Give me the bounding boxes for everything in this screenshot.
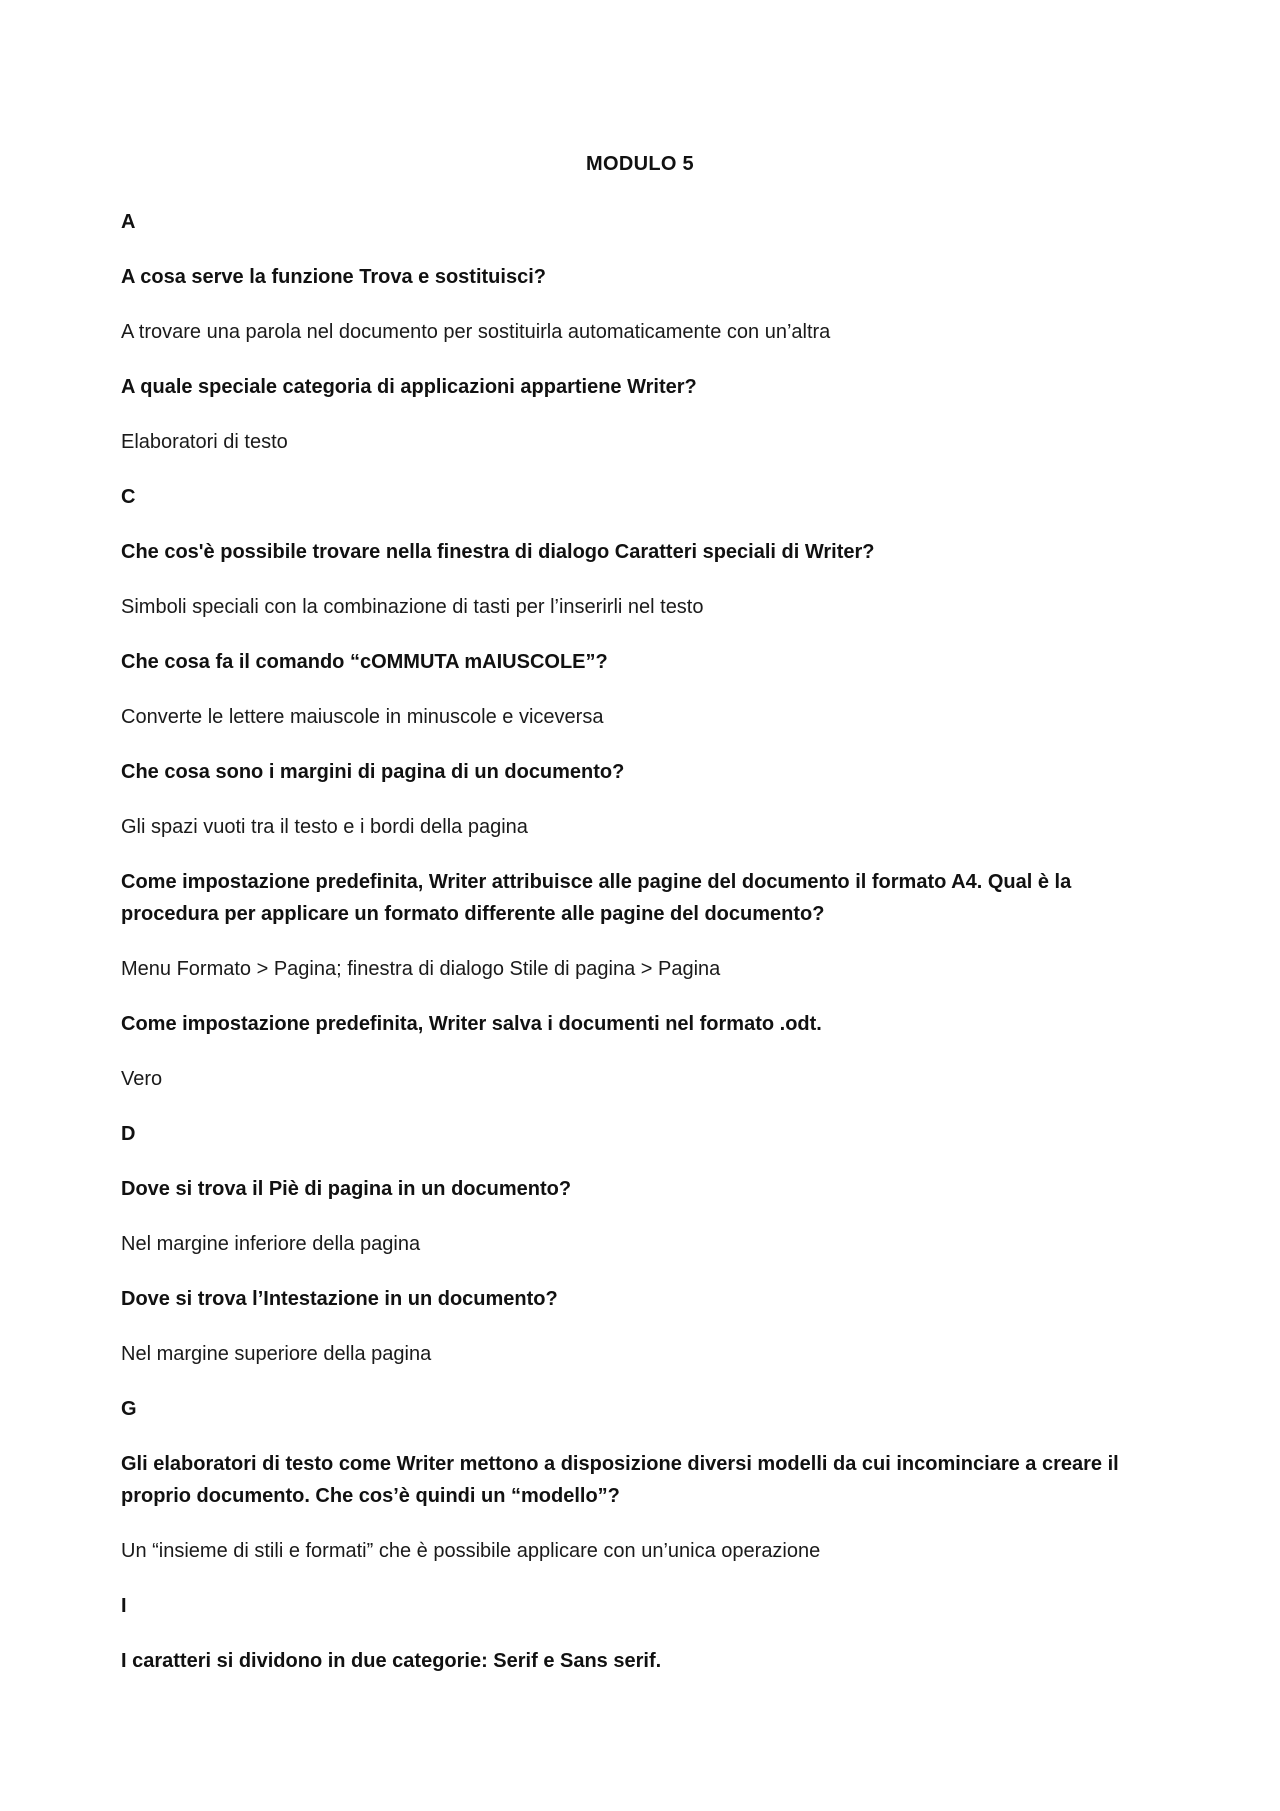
answer: Vero (121, 1068, 163, 1090)
question: Gli elaboratori di testo come Writer mettono a disposizione diversi modelli da cui incominciare a creare il proprio documento. Che cos’è quindi un “modello”? (121, 1453, 1119, 1507)
answer: Nel margine inferiore della pagina (121, 1233, 421, 1255)
question: Come impostazione predefinita, Writer attribuisce alle pagine del documento il formato A4. Qual è la procedura per applicare un formato differente alle pagine del documento? (121, 871, 1072, 925)
answer: Nel margine superiore della pagina (121, 1343, 432, 1365)
question: A quale speciale categoria di applicazioni appartiene Writer? (121, 376, 697, 398)
document-body (121, 206, 1171, 1700)
question: I caratteri si dividono in due categorie: Serif e Sans serif. (121, 1650, 662, 1672)
question: Che cosa fa il comando “cOMMUTA mAIUSCOLE”? (121, 651, 608, 673)
question: Che cos'è possibile trovare nella finestra di dialogo Caratteri speciali di Writer? (121, 541, 875, 563)
section-letter-g: G (121, 1398, 137, 1420)
answer: Simboli speciali con la combinazione di tasti per l’inserirli nel testo (121, 596, 704, 618)
question: Dove si trova il Piè di pagina in un documento? (121, 1178, 572, 1200)
question: Che cosa sono i margini di pagina di un documento? (121, 761, 625, 783)
question: Dove si trova l’Intestazione in un documento? (121, 1288, 558, 1310)
section-letter-c: C (121, 486, 136, 508)
section-letter-i: I (121, 1595, 127, 1617)
question: A cosa serve la funzione Trova e sostituisci? (121, 266, 546, 288)
answer: Un “insieme di stili e formati” che è possibile applicare con un’unica operazione (121, 1540, 821, 1562)
section-letter-d: D (121, 1123, 136, 1145)
answer: Converte le lettere maiuscole in minuscole e viceversa (121, 706, 604, 728)
answer: Gli spazi vuoti tra il testo e i bordi della pagina (121, 816, 528, 838)
page-title: MODULO 5 (586, 153, 694, 175)
answer: Menu Formato > Pagina; finestra di dialogo Stile di pagina > Pagina (121, 958, 721, 980)
answer: A trovare una parola nel documento per sostituirla automaticamente con un’altra (121, 321, 831, 343)
section-letter-a: A (121, 211, 136, 233)
answer: Elaboratori di testo (121, 431, 288, 453)
question: Come impostazione predefinita, Writer salva i documenti nel formato .odt. (121, 1013, 822, 1035)
